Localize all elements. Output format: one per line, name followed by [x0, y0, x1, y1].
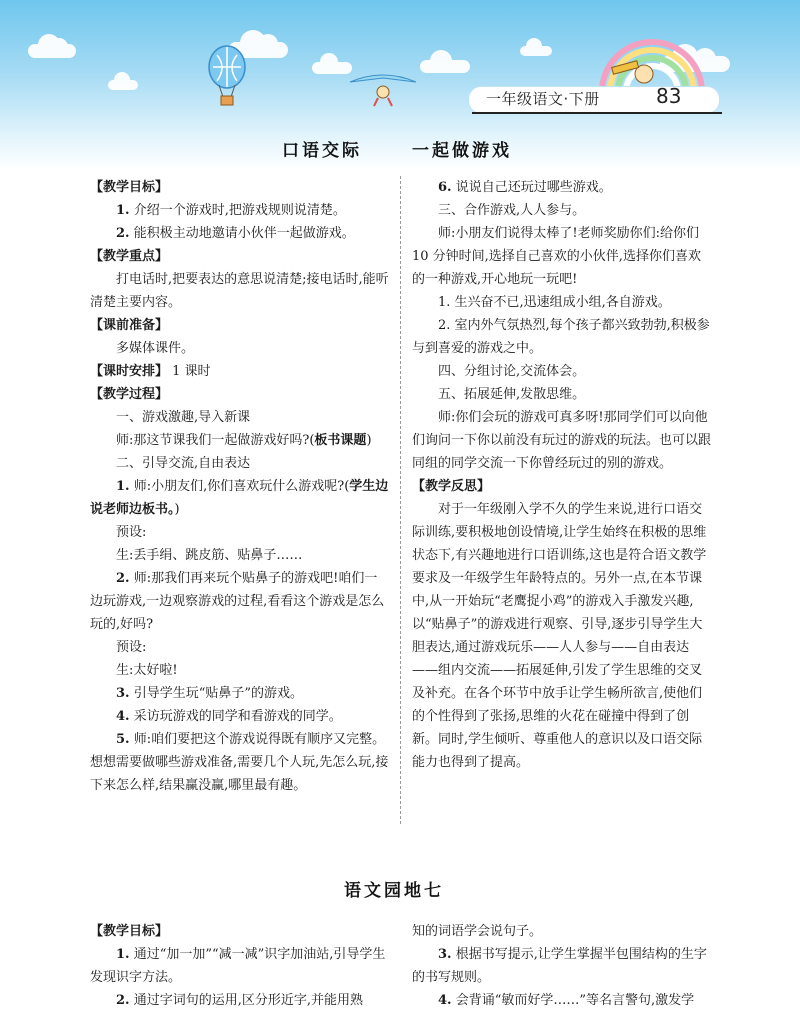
paragraph: 五、拓展延伸,发散思维。: [438, 387, 586, 402]
numbered-paragraph: [90, 199, 390, 222]
numbered-paragraph: [90, 705, 390, 728]
paragraph: 生:太好啦!: [116, 663, 178, 678]
paragraph-text: 采访玩游戏的同学和看游戏的同学。: [129, 709, 342, 724]
paragraph: 三、合作游戏,人人参与。: [438, 203, 586, 218]
book-title: 一年级语文·下册: [486, 90, 600, 108]
page-number: 83: [656, 84, 682, 108]
item-number: 1.: [116, 947, 130, 962]
bold-note: 学生边说老师边板书。: [90, 479, 389, 517]
cloud-decoration: [420, 60, 470, 73]
heading-value: 1 课时: [168, 364, 211, 379]
column-divider: [400, 176, 401, 824]
section-heading: 【教学过程】: [90, 387, 169, 402]
cloud-decoration: [520, 46, 552, 56]
item-number: 5.: [116, 732, 130, 747]
section-heading: 【课前准备】: [90, 318, 169, 333]
heading-label: 【课时安排】: [90, 364, 169, 379]
paragraph-text: 通过字词句的运用,区分形近字,并能用熟: [129, 993, 363, 1008]
cloud-decoration: [108, 80, 138, 90]
paragraph-text: ): [366, 433, 372, 448]
paragraph-text: 师:咱们要把这个游戏说得既有顺序又完整。想想需要做哪些游戏准备,需要几个人玩,先怎么玩,接下来怎么样,结果赢没赢,哪里最有趣。: [90, 732, 389, 793]
item-number: 1.: [116, 479, 130, 494]
paragraph-text: 介绍一个游戏时,把游戏规则说清楚。: [129, 203, 346, 218]
numbered-paragraph: [90, 989, 390, 1012]
bold-note: 板书课题: [314, 433, 367, 448]
paragraph: 多媒体课件。: [116, 341, 195, 356]
paragraph: 二、引导交流,自由表达: [116, 456, 251, 471]
left-column: [90, 176, 390, 797]
paragraph-text: 引导学生玩“贴鼻子”的游戏。: [129, 686, 304, 701]
item-number: 3.: [116, 686, 130, 701]
item-number: 2.: [116, 571, 130, 586]
paragraph: 师:你们会玩的游戏可真多呀!那同学们可以向他们询问一下你以前没有玩过的游戏的玩法。也可以跟同组的同学交流一下你曾经玩过的别的游戏。: [412, 410, 712, 471]
paragraph: 打电话时,把要表达的意思说清楚;接电话时,能听清楚主要内容。: [90, 272, 389, 310]
paragraph-text: 说说自己还玩过哪些游戏。: [451, 180, 612, 195]
section-heading: [90, 360, 390, 383]
item-number: 4.: [438, 993, 452, 1008]
numbered-paragraph: [412, 943, 712, 989]
paragraph: 2. 室内外气氛热烈,每个孩子都兴致勃勃,积极参与到喜爱的游戏之中。: [412, 318, 710, 356]
paragraph-text: 师:小朋友们,你们喜欢玩什么游戏呢?(: [129, 479, 350, 494]
item-number: 6.: [438, 180, 452, 195]
header-underline: [472, 112, 722, 114]
numbered-paragraph: [90, 222, 390, 245]
paragraph: 生:丢手绢、跳皮筋、贴鼻子……: [116, 548, 303, 563]
numbered-paragraph: [90, 943, 390, 989]
item-number: 2.: [116, 226, 130, 241]
numbered-paragraph: [412, 176, 712, 199]
paragraph-text: ): [174, 502, 180, 517]
section-heading: 【教学反思】: [412, 479, 491, 494]
numbered-paragraph: [412, 989, 712, 1012]
numbered-paragraph: [90, 567, 390, 636]
section-heading: 【教学目标】: [90, 924, 169, 939]
paragraph: 四、分组讨论,交流体会。: [438, 364, 586, 379]
section-title-left: 口语交际: [282, 141, 362, 161]
section-heading: 【教学目标】: [90, 180, 169, 195]
paragraph: 预设:: [116, 640, 147, 655]
paragraph-text: 师:那这节课我们一起做游戏好吗?(: [116, 433, 315, 448]
numbered-paragraph: [90, 682, 390, 705]
paragraph-text: 根据书写提示,让学生掌握半包围结构的生字的书写规则。: [412, 947, 707, 985]
paragraph: 知的词语学会说句子。: [412, 924, 543, 939]
header-banner: [0, 0, 800, 170]
cloud-decoration: [28, 44, 76, 58]
hang-glider-icon: [348, 68, 418, 108]
section2-right-column: [412, 920, 712, 1012]
cloud-decoration: [312, 62, 352, 74]
numbered-paragraph: [90, 475, 390, 521]
item-number: 2.: [116, 993, 130, 1008]
paragraph: 师:小朋友们说得太棒了!老师奖励你们:给你们 10 分钟时间,选择自己喜欢的小伙伴,选择你们喜欢的一种游戏,开心地玩一玩吧!: [412, 226, 701, 287]
item-number: 1.: [116, 203, 130, 218]
paragraph: 预设:: [116, 525, 147, 540]
paragraph: 1. 生兴奋不已,迅速组成小组,各自游戏。: [438, 295, 671, 310]
section-heading: 【教学重点】: [90, 249, 169, 264]
paragraph-text: 会背诵“敏而好学……”等名言警句,激发学: [451, 993, 695, 1008]
paragraph-text: 通过“加一加”“减一减”识字加油站,引导学生发现识字方法。: [90, 947, 386, 985]
section2-title: 语文园地七: [344, 881, 444, 901]
section-title-right: 一起做游戏: [412, 141, 512, 161]
paragraph-text: 师:那我们再来玩个贴鼻子的游戏吧!咱们一边玩游戏,一边观察游戏的过程,看看这个游戏是怎么玩的,好吗?: [90, 571, 385, 632]
item-number: 3.: [438, 947, 452, 962]
paragraph: 一、游戏激趣,导入新课: [116, 410, 251, 425]
hot-air-balloon-icon: [205, 45, 249, 107]
right-column: [412, 176, 712, 774]
numbered-paragraph: [90, 728, 390, 797]
paragraph: 对于一年级刚入学不久的学生来说,进行口语交际训练,要积极地创设情境,让学生始终在积极的思维状态下,有兴趣地进行口语训练,这也是符合语文教学要求及一年级学生年龄特点的。另外一点,在本节课中,从一开始玩“老鹰捉小鸡”的游戏入手激发兴趣,以“贴鼻子”的游戏进行观察、引导,逐步引导学生大胆表达,通过游戏玩乐——人人参与——自由表达——组内交流——拓展延伸,引发了学生思维的交叉及补充。在各个环节中放手让学生畅所欲言,使他们的个性得到了张扬,思维的火花在碰撞中得到了创新。同时,学生倾听、尊重他人的意识以及口语交际能力也得到了提高。: [412, 502, 707, 770]
item-number: 4.: [116, 709, 130, 724]
paragraph-text: 能积极主动地邀请小伙伴一起做游戏。: [129, 226, 355, 241]
paragraph: [90, 429, 390, 452]
section2-left-column: [90, 920, 390, 1012]
